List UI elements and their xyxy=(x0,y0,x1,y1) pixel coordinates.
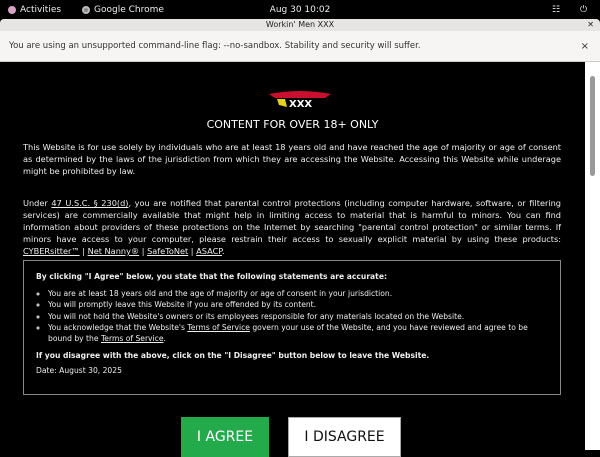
age-notice: This Website is for use solely by individuals who are at least 18 years old and have reached the age of majority or age of consent as determined by the laws of the jurisdiction from which they are accessing the Website. Accessing this Website while underage might be prohibited by law. xyxy=(23,142,561,176)
list-item: ◦ You will promptly leave this Website if you are offended by its content. xyxy=(48,299,548,310)
scrollbar[interactable] xyxy=(585,62,600,450)
sep: | xyxy=(79,246,88,256)
network-icon[interactable]: ☷ xyxy=(552,4,561,15)
period: . xyxy=(163,334,166,344)
parental-control-notice xyxy=(23,197,561,257)
agree-button[interactable]: I AGREE xyxy=(181,417,269,457)
window-title-bar xyxy=(0,19,600,31)
date: Date: August 30, 2025 xyxy=(36,366,122,376)
tos-link[interactable]: Terms of Service xyxy=(187,322,250,332)
text: Under xyxy=(23,198,52,208)
system-top-bar xyxy=(0,0,600,19)
text: You acknowledge that the Website's xyxy=(48,322,188,332)
site-logo[interactable] xyxy=(265,90,335,108)
power-icon[interactable]: ⏻ xyxy=(580,4,588,15)
list-item: ◦ You are at least 18 years old and the age of majority or age of consent in your jurisdiction. xyxy=(48,288,548,299)
window-title: Workin' Men XXX xyxy=(265,20,335,29)
tos-link[interactable]: Terms of Service xyxy=(100,334,164,344)
close-window-icon[interactable]: ✕ xyxy=(587,20,594,29)
svg-text:XXX: XXX xyxy=(289,99,313,108)
usc-link[interactable]: 47 U.S.C. § 230(d) xyxy=(51,198,129,208)
scrollbar-thumb[interactable] xyxy=(590,76,595,176)
page-content xyxy=(0,62,585,450)
page-heading: CONTENT FOR OVER 18+ ONLY xyxy=(206,118,379,131)
netnanny-link[interactable]: Net Nanny® xyxy=(87,246,140,256)
agreement-box xyxy=(23,260,561,395)
list-item: ◦ You will not hold the Website's owners or its employees responsible for any materials located on the Website. xyxy=(48,311,548,322)
warning-infobar xyxy=(0,31,600,62)
period: . xyxy=(221,246,225,256)
agreement-intro: By clicking "I Agree" below, you state that the following statements are accurate: xyxy=(36,272,388,281)
clock[interactable]: Aug 30 10:02 xyxy=(269,4,331,15)
infobar-message: You are using an unsupported command-line flag: --no-sandbox. Stability and security will suffer. xyxy=(9,41,421,51)
app-label: Google Chrome xyxy=(94,4,164,15)
safetonet-link[interactable]: SafeToNet xyxy=(147,246,189,256)
cybersitter-link[interactable]: CYBERsitter™ xyxy=(23,246,80,256)
close-infobar-button[interactable]: × xyxy=(580,41,589,52)
list-item xyxy=(48,322,548,344)
asacp-link[interactable]: ASACP xyxy=(196,246,222,256)
sep: | xyxy=(188,246,197,256)
disagree-button[interactable]: I DISAGREE xyxy=(288,417,401,457)
disagree-note: If you disagree with the above, click on the "I Disagree" button below to leave the Website. xyxy=(36,351,430,361)
activities-label: Activities xyxy=(20,4,62,15)
text: , you are notified that parental control protections (including computer hardware, software, or filtering services) are commercially available that might help in limiting access to material that is harmful to minors. You can find information about providers of these protections on the Internet by searching "parental control protection" or similar terms. If minors have access to your computer, please restrain their access to sexually explicit material by using these products: xyxy=(23,198,562,244)
sep: | xyxy=(139,246,148,256)
agreement-list xyxy=(36,288,548,344)
text: govern your use of the Website, and you have reviewed and agree to be bound by the xyxy=(48,322,528,344)
